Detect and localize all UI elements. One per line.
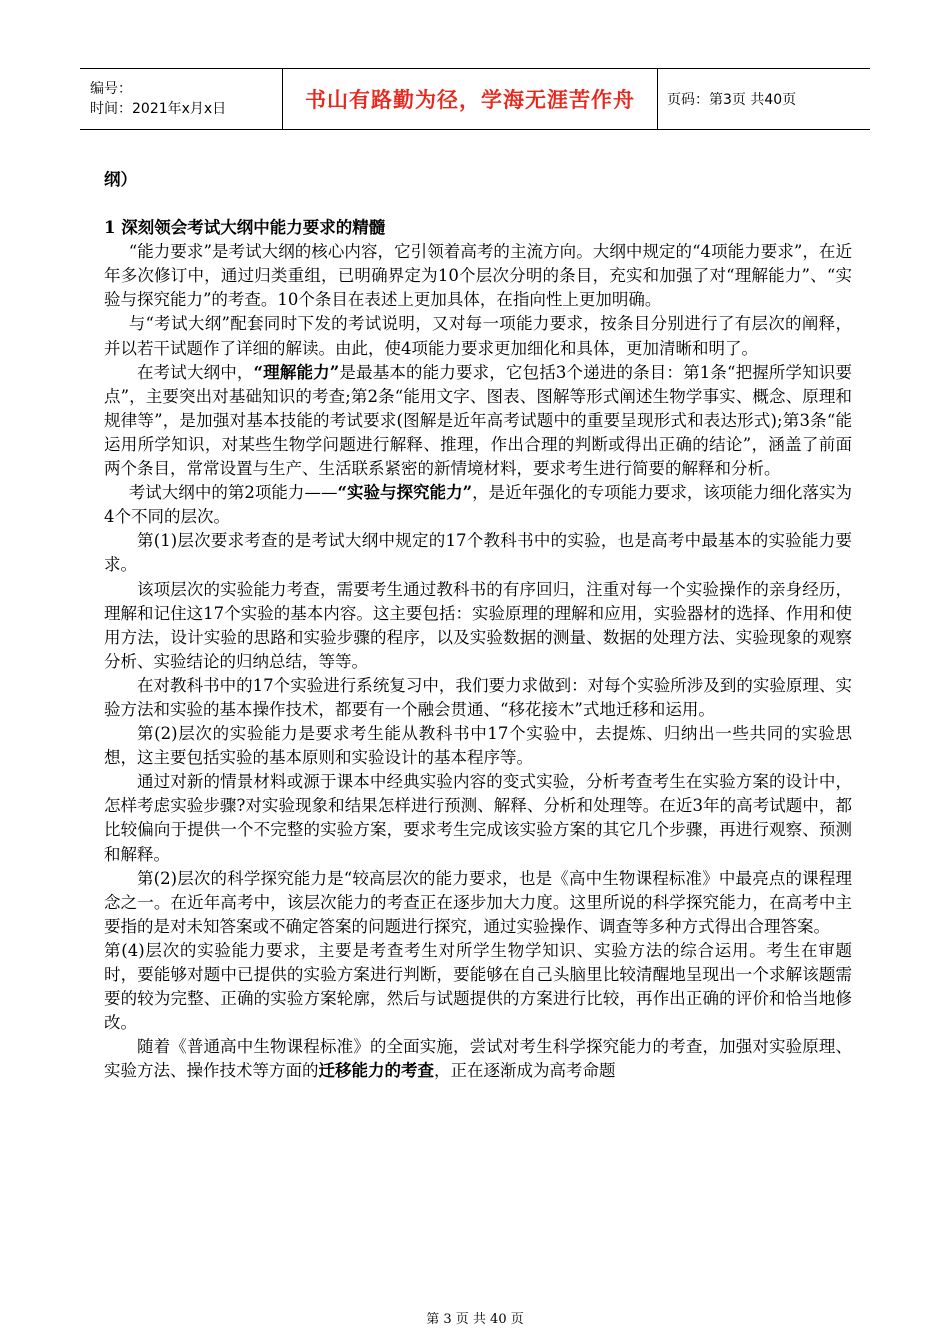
page-header: [80, 68, 870, 130]
lead-fragment: 纲）: [104, 170, 137, 189]
p12-text-a: 随着《普通高中生物课程标准》的全面实施，尝试对考生科学探究能力的考查，加强对实验原理、实验方法、操作技术等方面的: [104, 1037, 852, 1081]
doc-time: 时间：2021年x月x日: [90, 101, 227, 117]
header-page-info: 页码：第3页 共40页: [667, 92, 797, 108]
paragraph-1: “能力要求”是考试大纲的核心内容，它引领着高考的主流方向。大纲中规定的“4项能力要求”，在近年多次修订中，通过归类重组，已明确界定为10个层次分明的条目，充实和加强了对“理解能力”、“实验与探究能力”的考查。10个条目在表述上更加具体，在指向性上更加明确。: [104, 242, 852, 310]
p12-text-c: ，正在逐渐成为高考命题: [434, 1061, 616, 1081]
paragraph-7: 在对教科书中的17个实验进行系统复习中，我们要力求做到：对每个实验所涉及到的实验原理、实验方法和实验的基本操作技术，都要有一个融会贯通、“移花接木”式地迁移和运用。: [104, 675, 852, 719]
paragraph-2: 与“考试大纲”配套同时下发的考试说明，又对每一项能力要求，按条目分别进行了有层次的阐释，并以若干试题作了详细的解读。由此，使4项能力要求更加细化和具体，更加清晰和明了。: [104, 314, 852, 358]
paragraph-6: 该项层次的实验能力考查，需要考生通过教科书的有序回归，注重对每一个实验操作的亲身经历，理解和记住这17个实验的基本内容。这主要包括：实验原理的理解和应用，实验器材的选择、作用和使用方法，设计实验的思路和实验步骤的程序，以及实验数据的测量、数据的处理方法、实验现象的观察分析、实验结论的归纳总结，等等。: [104, 579, 852, 671]
p12-bold-term: 迁移能力的考查: [318, 1061, 434, 1081]
p4-text-c: ，是近年强化的专项能力要求，该项能力细化落实为4个不同的层次。: [104, 483, 853, 527]
paragraph-4: [104, 481, 852, 529]
paragraph-11: 第(4)层次的实验能力要求，主要是考查考生对所学生物学知识、实验方法的综合运用。考生在审题时，要能够对题中已提供的实验方案进行判断，要能够在自己头脑里比较清醒地呈现出一个求解该题需要的较为完整、正确的实验方案轮廓，然后与试题提供的方案进行比较，再作出正确的评价和恰当地修改。: [104, 940, 852, 1033]
p3-bold-term: “理解能力”: [253, 362, 340, 382]
paragraph-10: 第(2)层次的科学探究能力是“较高层次的能力要求，也是《高中生物课程标准》中最亮点的课程理念之一。在近年高考中，该层次能力的考查正在逐步加大力度。这里所说的科学探究能力，在高考中主要指的是对未知答案或不确定答案的问题进行探究，通过实验操作、调查等多种方式得出合理答案。: [104, 868, 852, 936]
p4-bold-term: “实验与探究能力”: [337, 483, 473, 503]
paragraph-5: 第(1)层次要求考查的是考试大纲中规定的17个教科书中的实验，也是高考中最基本的实验能力要求。: [104, 531, 852, 575]
p3-text-c: 是最基本的能力要求，它包括3个递进的条目：第1条“把握所学知识要点”，主要突出对基础知识的考查;第2条“能用文字、图表、图解等形式阐述生物学事实、概念、原理和规律等”，是加强对基本技能的考试要求(图解是近年高考试题中的重要呈现形式和表达形式);第3条“能运用所学知识，对某些生物学问题进行解释、推理，作出合理的判断或得出正确的结论”，涵盖了前面两个条目，常常设置与生产、生活联系紧密的新情境材料，要求考生进行简要的解释和分析。: [104, 362, 852, 479]
section-title: 1 深刻领会考试大纲中能力要求的精髓: [104, 218, 386, 238]
paragraph-12: [104, 1035, 852, 1083]
header-motto: 书山有路勤为径，学海无涯苦作舟: [283, 69, 658, 129]
paragraph-9: 通过对新的情景材料或源于课本中经典实验内容的变式实验，分析考查考生在实验方案的设计中，怎样考虑实验步骤?对实验现象和结果怎样进行预测、解释、分析和处理等。在近3年的高考试题中，都比较偏向于提供一个不完整的实验方案，要求考生完成该实验方案的其它几个步骤，再进行观察、预测和解释。: [104, 772, 852, 864]
page-footer: 第 3 页 共 40 页: [426, 1312, 524, 1327]
document-body: [104, 168, 852, 1083]
paragraph-8: 第(2)层次的实验能力是要求考生能从教科书中17个实验中，去提炼、归纳出一些共同的实验思想，这主要包括实验的基本原则和实验设计的基本程序等。: [104, 724, 852, 768]
paragraph-3: [104, 361, 852, 481]
p3-text-a: 在考试大纲中，: [137, 362, 254, 382]
doc-number: 编号：: [90, 81, 132, 97]
p4-text-a: 考试大纲中的第2项能力——: [128, 483, 338, 503]
header-meta: [80, 69, 283, 129]
